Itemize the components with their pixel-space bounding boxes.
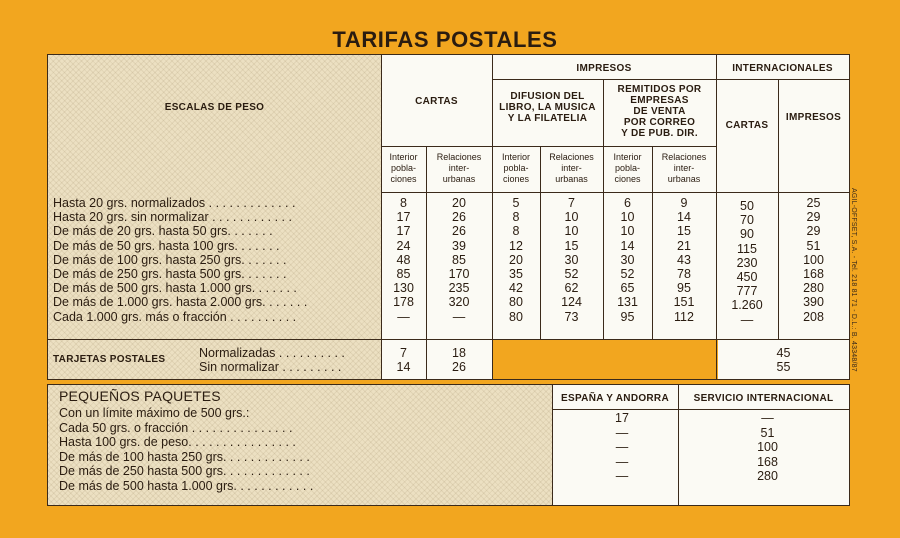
paquetes-row-labels: Con un límite máximo de 500 grs.: Cada 50 grs. o fracción . . . . . . . . . . . . . . . Hasta 100 grs. de peso. . . . . . . . . . . . . . . . De más de 100 hasta 250 grs. . . . . . . . . . . . . De más de 250 hasta 500 grs. . . . . . . . . . . . . De más de 500 hasta 1.000 grs. . . . . . . . . . . . [59,406,314,493]
difusion-header: DIFUSION DEL LIBRO, LA MUSICA Y LA FILATELIA [499,91,596,124]
escalas-header: ESCALAS DE PESO [164,102,265,113]
col-intl-cartas: 50 70 90 115 230 450 777 1.260 — [731,199,763,327]
tarjetas-interior: 7 14 [396,346,411,375]
impresos-header: IMPRESOS [576,63,632,74]
row-label: Hasta 20 grs. sin normalizar . . . . . . . . . . . . [53,210,292,225]
relaciones-subheader: Relaciones inter- urbanas [436,152,482,184]
col-intl-impresos: 25 29 29 51 100 168 280 390 208 [803,196,824,324]
row-label: De más de 1.000 grs. hasta 2.000 grs. . . . . . . [53,295,308,310]
row-label: De más de 100 grs. hasta 250 grs. . . . . . . [53,252,287,267]
col-cartas-relaciones: 20 26 26 39 85 170 235 320 — [448,196,470,324]
internacionales-header: INTERNACIONALES [732,63,833,74]
weight-labels [53,196,307,324]
row-label: De más de 20 grs. hasta 50 grs. . . . . . . [53,224,273,239]
row-label: Hasta 20 grs. normalizados . . . . . . . . . . . . . [53,196,296,210]
col-cartas-interior: 8 17 17 24 48 85 130 178 — [393,196,414,324]
relaciones-subheader: Relaciones inter- urbanas [661,152,707,184]
tarjetas-relaciones: 18 26 [452,346,466,375]
interior-subheader: Interior pobla- ciones [389,152,418,184]
cartas-header: CARTAS [415,96,458,107]
interior-subheader: Interior pobla- ciones [501,152,530,184]
row-label: De más de 50 grs. hasta 100 grs. . . . . . . [53,238,280,253]
tarjetas-row-labels: Normalizadas . . . . . . . . . . Sin normalizar . . . . . . . . . [199,346,345,375]
paquetes-espana-col: 17 — — — — [615,411,629,484]
espana-header: ESPAÑA Y ANDORRA [561,393,669,404]
relaciones-subheader: Relaciones inter- urbanas [549,152,594,184]
intl-impresos-header: IMPRESOS [785,112,842,123]
tarjetas-label: TARJETAS POSTALES [53,354,166,365]
paquetes-title: PEQUEÑOS PAQUETES [59,388,221,404]
printer-imprint: AGIL-OFFSET, S.A. - Tel. 218 81 71 - D.L.: B. 43348/87 [850,188,857,372]
row-label: Cada 1.000 grs. más o fracción . . . . . . . . . . [53,309,297,324]
row-label: De más de 250 grs. hasta 500 grs. . . . . . . [53,267,287,282]
col-difusion-interior: 5 8 8 12 20 35 42 80 80 [509,196,523,324]
intl-cartas-header: CARTAS [725,120,769,131]
col-difusion-relaciones: 7 10 10 15 30 52 62 124 73 [561,196,582,324]
paquetes-intl-col: — 51 100 168 280 [757,411,778,484]
remitidos-header: REMITIDOS POR EMPRESAS DE VENTA POR CORREO Y DE PUB. DIR. [617,84,702,139]
interior-subheader: Interior pobla- ciones [613,152,642,184]
servicio-header: SERVICIO INTERNACIONAL [693,393,834,404]
row-label: De más de 500 grs. hasta 1.000 grs. . . . . . . [53,281,297,296]
col-remitidos-relaciones: 9 14 15 21 43 78 95 151 112 [673,196,695,324]
col-remitidos-interior: 6 10 10 14 30 52 65 131 95 [617,196,638,324]
tarjetas-internacional: 45 55 [776,346,791,375]
page-title: TARIFAS POSTALES [332,27,558,52]
